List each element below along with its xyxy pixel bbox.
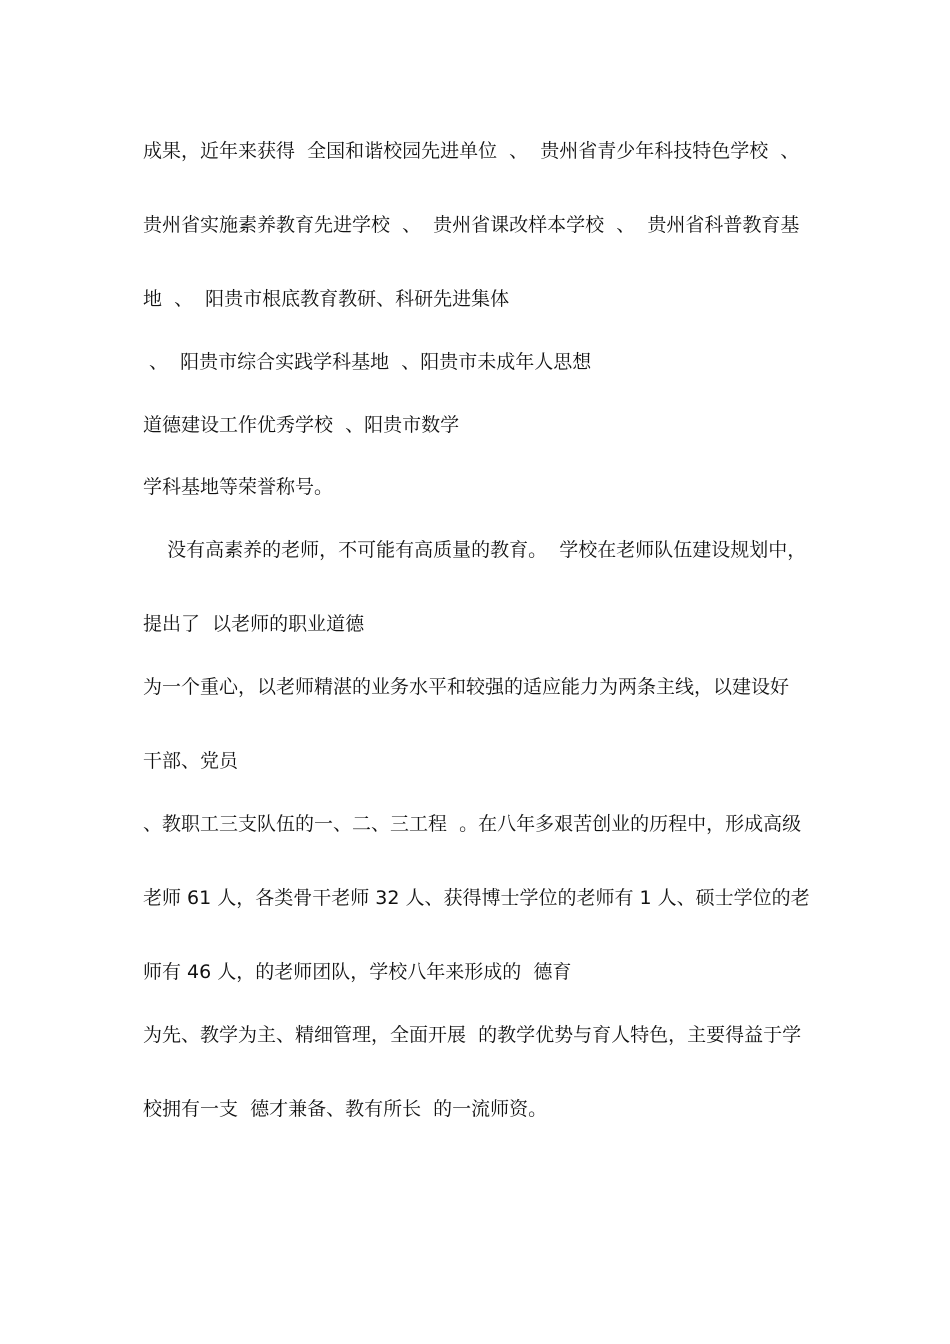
- text-line: 道德建设工作优秀学校 、阳贵市数学: [143, 414, 460, 436]
- text-line: 提出了 以老师的职业道德: [143, 613, 365, 635]
- text-line: 校拥有一支 德才兼备、教有所长 的一流师资。: [143, 1098, 548, 1120]
- text-line: 地 、 阳贵市根底教育教研、科研先进集体: [143, 288, 510, 310]
- text-line: 学科基地等荣誉称号。: [143, 476, 334, 498]
- text-line: 、 阳贵市综合实践学科基地 、阳贵市未成年人思想: [143, 351, 592, 373]
- text-line: 成果，近年来获得 全国和谐校园先进单位 、 贵州省青少年科技特色学校 、: [143, 140, 800, 162]
- text-line: 老师 61 人，各类骨干老师 32 人、获得博士学位的老师有 1 人、硕士学位的老: [143, 887, 810, 909]
- text-line: 师有 46 人，的老师团队，学校八年来形成的 德育: [143, 961, 572, 983]
- text-line: 干部、党员: [143, 750, 239, 772]
- text-line: 、教职工三支队伍的一、二、三工程 。在八年多艰苦创业的历程中，形成高级: [143, 813, 802, 835]
- paragraph-first-line: 没有高素养的老师，不可能有高质量的教育。 学校在老师队伍建设规划中，: [143, 539, 807, 561]
- text-line: 为先、教学为主、精细管理，全面开展 的教学优势与育人特色，主要得益于学: [143, 1024, 802, 1046]
- text-line: 为一个重心，以老师精湛的业务水平和较强的适应能力为两条主线，以建设好: [143, 676, 790, 698]
- text-line: 贵州省实施素养教育先进学校 、 贵州省课改样本学校 、 贵州省科普教育基: [143, 214, 800, 236]
